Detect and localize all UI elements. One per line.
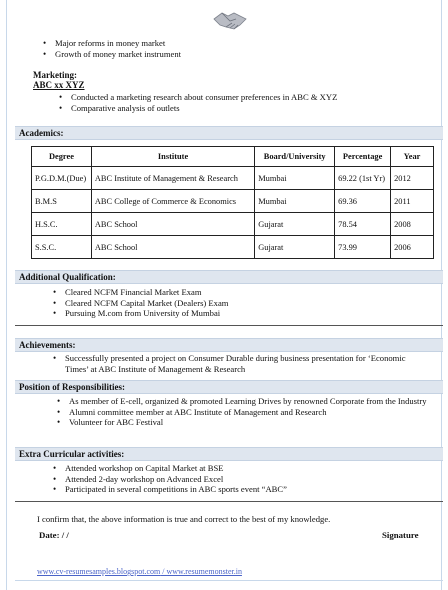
section-divider — [15, 325, 443, 326]
table-cell: B.M.S — [32, 190, 92, 213]
table-row — [32, 167, 434, 190]
table-cell: 69.22 (1st Yr) — [335, 167, 391, 190]
table-cell: Mumbai — [255, 190, 335, 213]
footer-link-resumemonster[interactable]: www.resumemonster.in — [166, 567, 242, 576]
page-bottom-border — [15, 580, 443, 581]
list-item: • Successfully presented a project on Consumer Durable during business presentation for ‘Economic Times’ at ABC Institute of Management & Research — [43, 353, 423, 374]
table-row — [32, 190, 434, 213]
responsibilities-bullet-list — [47, 396, 427, 428]
resume-page — [6, 0, 442, 590]
table-cell: 78.54 — [335, 213, 391, 236]
column-header: Institute — [91, 147, 254, 167]
table-cell: ABC School — [91, 213, 254, 236]
table-row — [32, 213, 434, 236]
declaration-text: I confirm that, the above information is true and correct to the best of my knowledge. — [37, 514, 331, 524]
achievements-bullet-list — [43, 353, 423, 374]
footer-link-cv-resumesamples[interactable]: www.cv-resumesamples.blogspot.com — [37, 567, 161, 576]
column-header: Degree — [32, 147, 92, 167]
section-heading-additional-qualification: Additional Qualification: — [15, 270, 443, 284]
section-heading-extra-curricular: Extra Curricular activities: — [15, 447, 443, 461]
footer-links — [37, 567, 242, 576]
section-heading-responsibilities: Position of Responsibilities: — [15, 380, 443, 394]
table-cell: Mumbai — [255, 167, 335, 190]
table-cell: Gujarat — [255, 213, 335, 236]
section-heading-academics: Academics: — [15, 126, 443, 140]
table-cell: 2008 — [391, 213, 434, 236]
additional-bullet-list — [43, 287, 403, 319]
table-cell: ABC Institute of Management & Research — [91, 167, 254, 190]
table-header-row — [32, 147, 434, 167]
top-bullet-list — [33, 38, 413, 59]
list-item: • Attended workshop on Capital Market at BSE — [43, 463, 423, 474]
marketing-heading: Marketing: — [33, 70, 77, 80]
handshake-icon — [212, 5, 248, 33]
list-item: • Alumni committee member at ABC Institute of Management and Research — [47, 407, 427, 418]
column-header: Board/University — [255, 147, 335, 167]
table-cell: Gujarat — [255, 236, 335, 259]
column-header: Percentage — [335, 147, 391, 167]
list-item: • Conducted a marketing research about consumer preferences in ABC & XYZ — [49, 92, 409, 103]
marketing-company: ABC xx XYZ — [33, 80, 85, 90]
table-cell: 2006 — [391, 236, 434, 259]
section-divider — [15, 501, 443, 502]
footer-separator: / — [160, 567, 167, 576]
table-cell: 2012 — [391, 167, 434, 190]
list-item: • Major reforms in money market — [33, 38, 413, 49]
academics-table — [31, 146, 434, 259]
list-item: • Comparative analysis of outlets — [49, 103, 409, 114]
table-cell: 2011 — [391, 190, 434, 213]
list-item: • Cleared NCFM Capital Market (Dealers) Exam — [43, 298, 403, 309]
table-row — [32, 236, 434, 259]
table-cell: P.G.D.M.(Due) — [32, 167, 92, 190]
signature-label: Signature — [382, 530, 419, 540]
column-header: Year — [391, 147, 434, 167]
table-cell: 73.99 — [335, 236, 391, 259]
table-cell: ABC College of Commerce & Economics — [91, 190, 254, 213]
table-cell: 69.36 — [335, 190, 391, 213]
table-cell: H.S.C. — [32, 213, 92, 236]
list-item: • Cleared NCFM Financial Market Exam — [43, 287, 403, 298]
list-item: • Pursuing M.com from University of Mumbai — [43, 308, 403, 319]
list-item: • Attended 2-day workshop on Advanced Excel — [43, 474, 423, 485]
section-heading-achievements: Achievements: — [15, 338, 443, 352]
list-item: • As member of E-cell, organized & promoted Learning Drives by renowned Corporate from the Industry — [47, 396, 427, 407]
table-cell: ABC School — [91, 236, 254, 259]
marketing-bullet-list — [49, 92, 409, 113]
list-item: • Growth of money market instrument — [33, 49, 413, 60]
date-label: Date: / / — [39, 530, 69, 540]
list-item: • Participated in several competitions in ABC sports event “ABC” — [43, 484, 423, 495]
extra-bullet-list — [43, 463, 423, 495]
list-item: • Volunteer for ABC Festival — [47, 417, 427, 428]
table-cell: S.S.C. — [32, 236, 92, 259]
